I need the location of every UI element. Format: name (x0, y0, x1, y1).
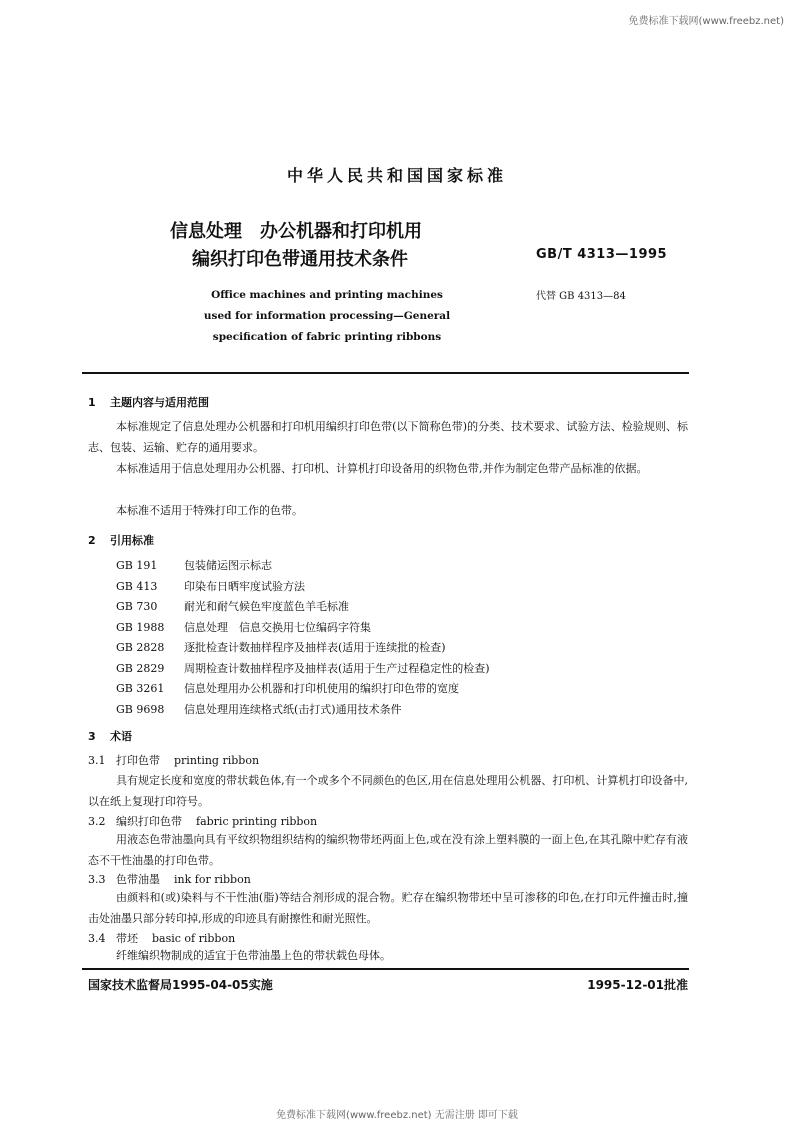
term-definition: 由颜料和(或)染料与不干性油(脂)等结合剂形成的混合物。贮存在编织物带坯中呈可渗移的印色,在打印元件撞击时,撞击处油墨只部分转印掉,形成的印迹具有耐擦性和耐光照性。 (88, 891, 688, 925)
term-heading (88, 930, 235, 946)
english-title-line: used for information processing—General (203, 310, 451, 322)
footer-divider (82, 968, 689, 970)
reference-list (116, 556, 490, 720)
term-chinese: 色带油墨 (116, 873, 160, 886)
term-english: basic of ribbon (152, 932, 236, 945)
approval-date: 1995-12-01批准 (587, 978, 688, 992)
term-heading (88, 871, 251, 887)
english-title-line: specification of fabric printing ribbons (212, 331, 442, 343)
chinese-title-line1: 信息处理 办公机器和打印机用 (170, 221, 422, 242)
term-heading (88, 813, 317, 829)
reference-code: GB 3261 (116, 682, 165, 695)
english-title-line: Office machines and printing machines (211, 289, 443, 301)
reference-item (116, 597, 490, 618)
section-number: 3 (88, 730, 96, 743)
reference-code: GB 1988 (116, 620, 165, 634)
term-heading (88, 752, 259, 768)
term-english: printing ribbon (174, 754, 260, 767)
watermark-bottom: 免费标准下载网(www.freebz.net) 无需注册 即可下载 (276, 1110, 518, 1121)
section-2-heading (88, 532, 154, 548)
section-number: 1 (88, 396, 96, 409)
section-1-paragraph: 本标准适用于信息处理用办公机器、打印机、计算机打印设备用的织物色带,并作为制定色带产品标准的依据。 (116, 462, 648, 475)
term-english: ink for ribbon (174, 873, 251, 886)
reference-item (116, 556, 490, 577)
term-chinese: 带坯 (116, 932, 138, 945)
reference-title: 逐批检查计数抽样程序及抽样表(适用于连续批的检查) (184, 641, 446, 654)
reference-title: 包装储运图示标志 (184, 559, 272, 572)
reference-code: GB 9698 (116, 702, 165, 716)
reference-item (116, 577, 490, 598)
term-number: 3.1 (88, 754, 106, 767)
term-english: fabric printing ribbon (196, 815, 318, 828)
section-1-heading (88, 394, 209, 410)
reference-item (116, 618, 490, 639)
section-1-paragraph: 本标准规定了信息处理办公机器和打印机用编织打印色带(以下简称色带)的分类、技术要求、试验方法、检验规则、标志、包装、运输、贮存的通用要求。 (88, 420, 688, 454)
reference-item (116, 700, 490, 721)
term-chinese: 打印色带 (116, 754, 160, 767)
reference-title: 耐光和耐气候色牢度蓝色羊毛标准 (184, 600, 349, 613)
national-standard-heading: 中华人民共和国国家标准 (286, 166, 507, 185)
reference-title: 信息处理 信息交换用七位编码字符集 (184, 620, 371, 634)
reference-code: GB 413 (116, 579, 158, 593)
chinese-title-line2: 编织打印色带通用技术条件 (192, 249, 408, 270)
section-title: 术语 (110, 730, 132, 743)
term-number: 3.3 (88, 873, 106, 886)
issuing-authority: 国家技术监督局1995-04-05实施 (88, 978, 273, 992)
term-number: 3.2 (88, 815, 106, 828)
term-definition: 具有规定长度和宽度的带状载色体,有一个或多个不同颜色的色区,用在信息处理用公机器、打印机、计算机打印设备中,以在纸上复现打印符号。 (88, 774, 688, 808)
reference-item (116, 638, 490, 659)
reference-title: 周期检查计数抽样程序及抽样表(适用于生产过程稳定性的检查) (184, 661, 490, 675)
watermark-top: 免费标准下载网(www.freebz.net) (628, 16, 784, 27)
section-1-paragraph: 本标准不适用于特殊打印工作的色带。 (116, 504, 303, 517)
section-title: 主题内容与适用范围 (110, 396, 209, 409)
reference-item (116, 679, 490, 700)
term-chinese: 编织打印色带 (116, 815, 182, 828)
reference-code: GB 2829 (116, 661, 165, 675)
header-divider (82, 372, 689, 374)
reference-code: GB 2828 (116, 641, 165, 654)
term-number: 3.4 (88, 932, 106, 945)
section-number: 2 (88, 534, 96, 547)
reference-title: 信息处理用连续格式纸(击打式)通用技术条件 (184, 702, 402, 716)
replaces-standard: 代替 GB 4313—84 (536, 291, 626, 302)
standard-number: GB/T 4313—1995 (536, 247, 668, 262)
reference-title: 信息处理用办公机器和打印机使用的编织打印色带的宽度 (184, 682, 459, 695)
section-title: 引用标准 (110, 534, 154, 547)
chinese-title (170, 218, 500, 274)
section-3-heading (88, 728, 132, 744)
reference-item (116, 659, 490, 680)
reference-title: 印染布日晒牢度试验方法 (184, 579, 305, 593)
term-definition: 用液态色带油墨向具有平纹织物组织结构的编织物带坯两面上色,或在没有涂上塑料膜的一面上色,在其孔隙中贮存有液态不干性油墨的打印色带。 (88, 833, 688, 867)
reference-code: GB 730 (116, 600, 158, 613)
english-title (182, 285, 472, 348)
reference-code: GB 191 (116, 559, 158, 572)
term-definition: 纤维编织物制成的适宜于色带油墨上色的带状载色母体。 (116, 949, 391, 962)
